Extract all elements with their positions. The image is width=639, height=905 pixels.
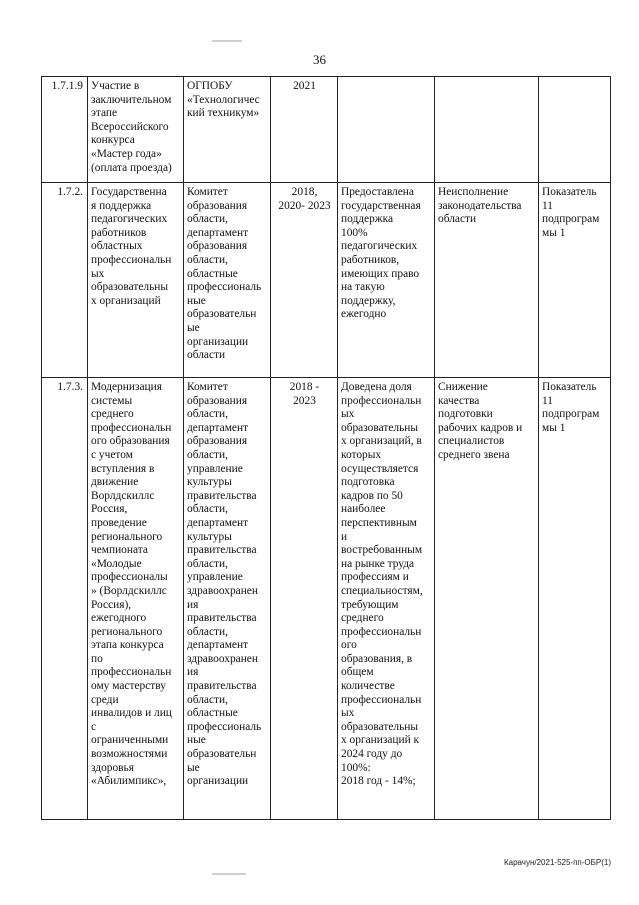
- cell-risk: Снижение качества подготовки рабочих кадров и специалистов среднего звена: [435, 378, 539, 820]
- cell-period: 2021: [271, 77, 338, 183]
- cell-period: 2018 - 2023: [271, 378, 338, 820]
- cell-result: Доведена доля профессиональн ых образовательны х организаций, в которых осуществляется подготовка кадров по 50 наиболее перспективным и востребованным на рынке труда профессиям и специальностям, требующим среднего профессиональн ого образования, в общем количестве профессиональн ых образовательны х организаций к 2024 году до 100%: 2018 год - 14%;: [338, 378, 435, 820]
- scan-smudge-bottom: [212, 873, 246, 875]
- cell-executor: Комитет образования области, департамент образования области, областные профессиональ ные образовательн ые организации области: [184, 183, 271, 378]
- cell-event: Участие в заключительном этапе Всероссийского конкурса «Мастер года» (оплата проезда): [88, 77, 184, 183]
- cell-event: Модернизация системы среднего профессиональн ого образования с учетом вступления в движение Ворлдскиллс Россия, проведение регионального чемпионата «Молодые профессионалы » (Ворлдскиллс Россия), ежегодного регионального этапа конкурса по профессиональн ому мастерству среди инвалидов и лиц с ограниченными возможностями здоровья «Абилимпикс»,: [88, 378, 184, 820]
- cell-executor: ОГПОБУ «Технологичес кий техникум»: [184, 77, 271, 183]
- scan-smudge-top: [212, 40, 242, 42]
- cell-event: Государственна я поддержка педагогических работников областных профессиональн ых образовательны х организаций: [88, 183, 184, 378]
- cell-result: Предоставлена государственная поддержка 100% педагогических работников, имеющих право на такую поддержку, ежегодно: [338, 183, 435, 378]
- cell-indicator: [539, 77, 611, 183]
- cell-result: [338, 77, 435, 183]
- cell-number: 1.7.3.: [42, 378, 88, 820]
- cell-number: 1.7.2.: [42, 183, 88, 378]
- table-row: [42, 183, 611, 378]
- table-row: [42, 77, 611, 183]
- cell-risk: [435, 77, 539, 183]
- document-code: Карачун/2021-525-пп-ОБР(1): [503, 858, 611, 867]
- page-number: 36: [313, 52, 326, 67]
- program-table: [41, 76, 611, 820]
- cell-indicator: Показатель 11 подпрограм мы 1: [539, 378, 611, 820]
- cell-executor: Комитет образования области, департамент образования области, управление культуры правительства области, департамент культуры правительства области, управление здравоохранен ия правительства области, департамент здравоохранен ия правительства области, областные профессиональ ные образовательн ые организации: [184, 378, 271, 820]
- cell-number: 1.7.1.9: [42, 77, 88, 183]
- cell-period: 2018, 2020- 2023: [271, 183, 338, 378]
- cell-risk: Неисполнение законодательства области: [435, 183, 539, 378]
- cell-indicator: Показатель 11 подпрограм мы 1: [539, 183, 611, 378]
- table-row: [42, 378, 611, 820]
